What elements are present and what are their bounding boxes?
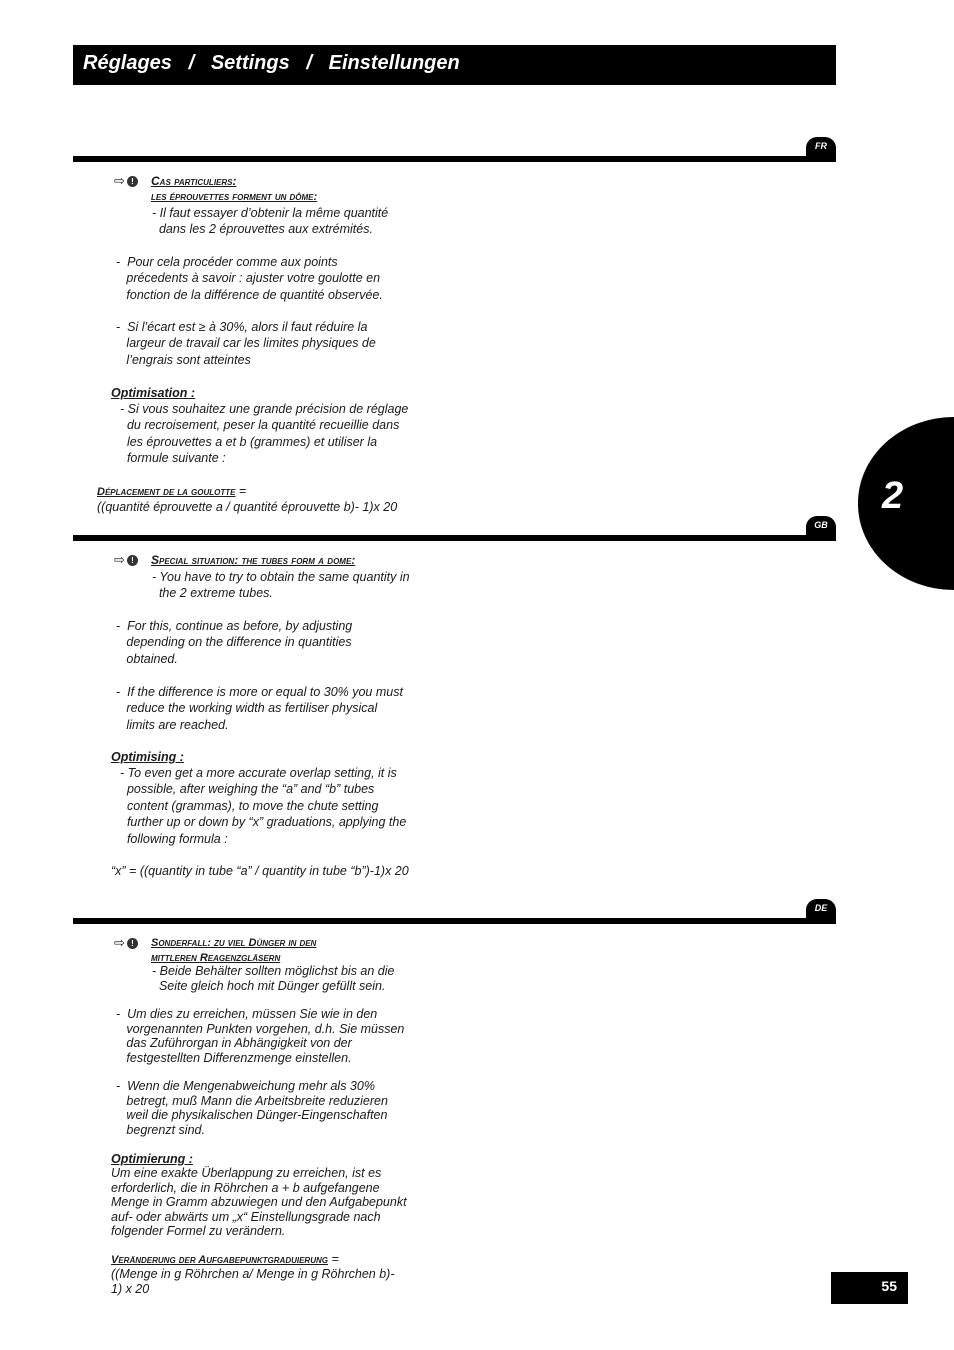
note-icons xyxy=(114,934,138,952)
chapter-tab xyxy=(858,417,954,590)
arrow-right-icon: ⇨ xyxy=(114,173,125,188)
fr-formula-body: ((quantité éprouvette a / quantité éprouvette b)- 1)x 20 xyxy=(97,500,398,514)
fr-bullet-1: - Pour cela procéder comme aux points précedents à savoir : ajuster votre goulotte en fonction de la différence de quantité observée. xyxy=(116,255,383,302)
de-bullet-2: - Wenn die Mengenabweichung mehr als 30% betregt, muß Mann die Arbeitsbreite reduzieren weil die physikalischen Dünger-Eingenschaften begrenzt sind. xyxy=(116,1079,388,1137)
page-number: 55 xyxy=(881,1278,897,1294)
fr-special-title-line2: les éprouvettes forment un dôme: xyxy=(151,191,318,203)
section-rule-de xyxy=(73,918,836,924)
fr-formula-heading xyxy=(97,483,246,499)
de-special-title-wrap2 xyxy=(151,950,280,965)
lang-tab-fr: FR xyxy=(806,137,836,159)
de-formula-eq: = xyxy=(328,1252,339,1266)
warning-icon: ! xyxy=(127,555,138,566)
gb-special-body: - You have to try to obtain the same quantity in the 2 extreme tubes. xyxy=(152,570,410,601)
fr-special-title-wrap xyxy=(151,188,317,204)
de-formula-title: Veränderung der Aufgabepunktgraduierung xyxy=(111,1254,328,1266)
chapter-number: 2 xyxy=(882,475,904,517)
gb-optimising-body: - To even get a more accurate overlap setting, it is possible, after weighing the “a” and “b” tubes content (grammas), to move the chute setting further up or down by “x” graduations, applying the following formula : xyxy=(120,766,407,846)
lang-tab-de: DE xyxy=(806,899,836,921)
de-optimierung-title: Optimierung : xyxy=(111,1152,193,1166)
page-title: Réglages / Settings / Einstellungen xyxy=(83,52,460,74)
gb-special-title: Special situation: the tubes form a dome: xyxy=(151,553,356,567)
fr-special-title xyxy=(151,173,236,189)
header-bar xyxy=(73,45,836,85)
section-rule-fr xyxy=(73,156,836,162)
note-icons xyxy=(114,172,138,190)
arrow-right-icon: ⇨ xyxy=(114,552,125,567)
gb-formula: “x” = ((quantity in tube “a” / quantity in tube “b”)-1)x 20 xyxy=(111,864,409,878)
fr-formula-title: Déplacement de la goulotte xyxy=(97,486,236,498)
gb-bullet-1: - For this, continue as before, by adjusting depending on the difference in quantities obtained. xyxy=(116,619,353,666)
de-optimierung-body: Um eine exakte Überlappung zu erreichen, ist es erforderlich, die in Röhrchen a + b aufgefangene Menge in Gramm abzuwiegen und den Aufgabepunkt auf- oder abwärts um „x“ Einstellungsgrade nach folgender Formel zu verändern. xyxy=(111,1166,407,1239)
de-special-title-line1: Sonderfall: zu viel Dünger in den xyxy=(151,937,317,949)
gb-optimising-title: Optimising : xyxy=(111,750,184,764)
de-formula-heading xyxy=(111,1252,339,1267)
de-bullet-1: - Um dies zu erreichen, müssen Sie wie in den vorgenannten Punkten vorgehen, d.h. Sie müssen das Zuführorgan in Abhängigkeit von der festgestellten Differenzmenge einstellen. xyxy=(116,1007,405,1065)
arrow-right-icon: ⇨ xyxy=(114,935,125,950)
fr-optimisation-title: Optimisation : xyxy=(111,386,196,400)
gb-special-title-wrap xyxy=(151,552,355,568)
fr-formula-eq: = xyxy=(235,484,247,498)
page-number-box xyxy=(831,1272,908,1304)
de-special-body: - Beide Behälter sollten möglichst bis an die Seite gleich hoch mit Dünger gefüllt sein. xyxy=(152,964,395,993)
lang-tab-gb: GB xyxy=(806,516,836,538)
fr-optimisation-body: - Si vous souhaitez une grande précision de réglage du recroisement, peser la quantité recueillie dans les éprouvettes a et b (grammes) et utiliser la formule suivante : xyxy=(120,402,409,466)
gb-bullet-2: - If the difference is more or equal to 30% you must reduce the working width as fertiliser physical limits are reached. xyxy=(116,685,403,732)
fr-special-title-line1: Cas particuliers: xyxy=(151,174,237,188)
de-special-title-line2: mittleren Reagenzgläsern xyxy=(151,952,281,964)
fr-bullet-2: - Si l’écart est ≥ à 30%, alors il faut réduire la largeur de travail car les limites physiques de l’engrais sont atteintes xyxy=(116,320,376,367)
warning-icon: ! xyxy=(127,176,138,187)
de-formula-body: ((Menge in g Röhrchen a/ Menge in g Röhrchen b)- 1) x 20 xyxy=(111,1267,395,1296)
de-special-title-wrap1 xyxy=(151,935,316,950)
section-rule-gb xyxy=(73,535,836,541)
warning-icon: ! xyxy=(127,938,138,949)
note-icons xyxy=(114,551,138,569)
fr-special-body: - Il faut essayer d’obtenir la même quantité dans les 2 éprouvettes aux extrémités. xyxy=(152,206,389,237)
